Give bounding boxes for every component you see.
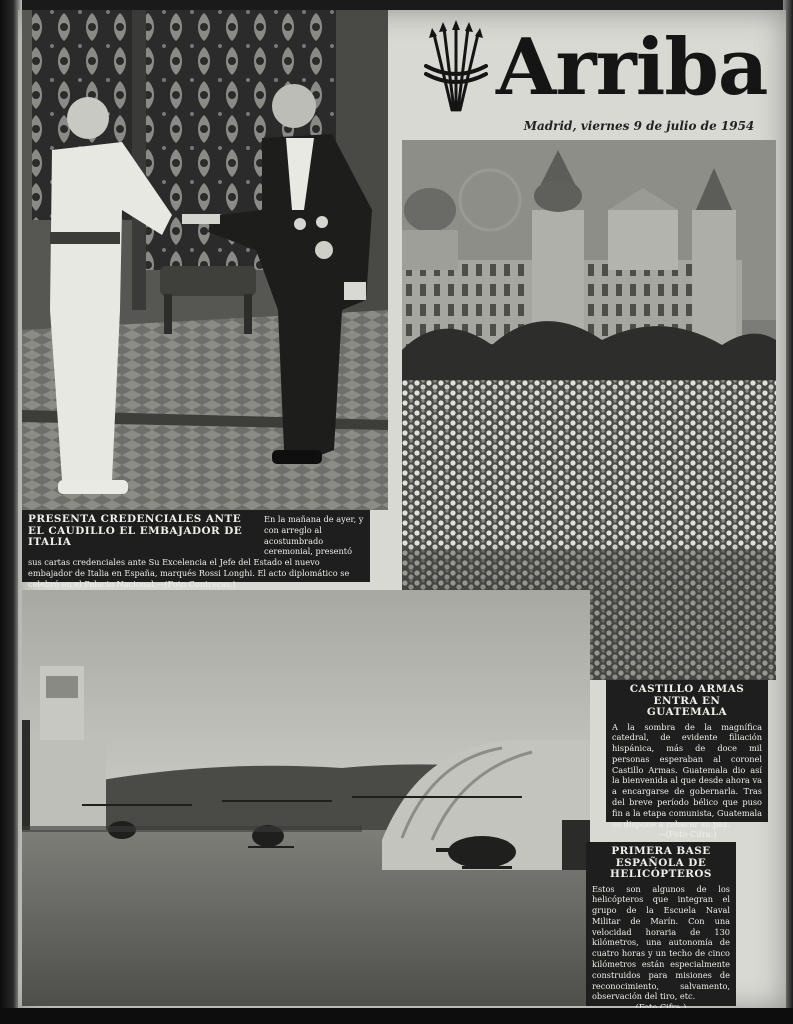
caption-credentials-headline: PRESENTA CREDENCIALES ANTE EL CAUDILLO EL EMBAJADOR DE ITALIA — [28, 513, 243, 548]
caption-castillo-body: A la sombra de la magnífica catedral, de evidente filiación hispánica, más de doce mil personas esperaban al coronel Castillo Armas. Guatemala dio así la bienvenida al que desde ahora va a encargarse de gobernarla. Tras del breve período bélico que puso fin a la etapa comunista, Guatemala se dispone a rehacer su paz. — [612, 721, 762, 829]
yoke-and-arrows-icon — [420, 20, 492, 116]
caption-helicopter-base — [586, 842, 736, 1006]
caption-castillo-armas — [606, 680, 768, 840]
caption-castillo-headline: CASTILLO ARMAS ENTRA EN GUATEMALA — [629, 683, 745, 718]
page-bottom-edge — [0, 1008, 793, 1024]
photo-helicopter-base — [22, 590, 590, 1006]
caption-credentials — [22, 510, 370, 589]
caption-base-headline: PRIMERA BASE ESPAÑOLA DE HELICÓPTEROS — [610, 845, 712, 880]
caption-credentials-body: En la mañana de ayer, y con arreglo al acostumbrado ceremonial, presentó sus cartas credenciales ante Su Excelencia el Jefe del Estado el nuevo embajador de Italia en España, marqués Rossi Longhi. El acto diplomático se celebró en el Palacio Nacional.—(Foto Contreras.) — [28, 514, 364, 589]
masthead-title: Arriba — [496, 22, 768, 113]
photo-credentials-ceremony — [22, 10, 388, 510]
caption-base-body: Estos son algunos de los helicópteros que integran el grupo de la Escuela Naval Militar de Marín. Con una velocidad horaria de 130 kilómetros, una autonomía de cuatro horas y un techo de cinco kilómetros están especialmente construidos para misiones de reconocimiento, salvamento, observación del tiro, etc. — [592, 883, 730, 1002]
caption-castillo-credit: —(Foto Cifra.) — [657, 829, 717, 840]
masthead-date: Madrid, viernes 9 de julio de 1954 — [523, 119, 755, 133]
